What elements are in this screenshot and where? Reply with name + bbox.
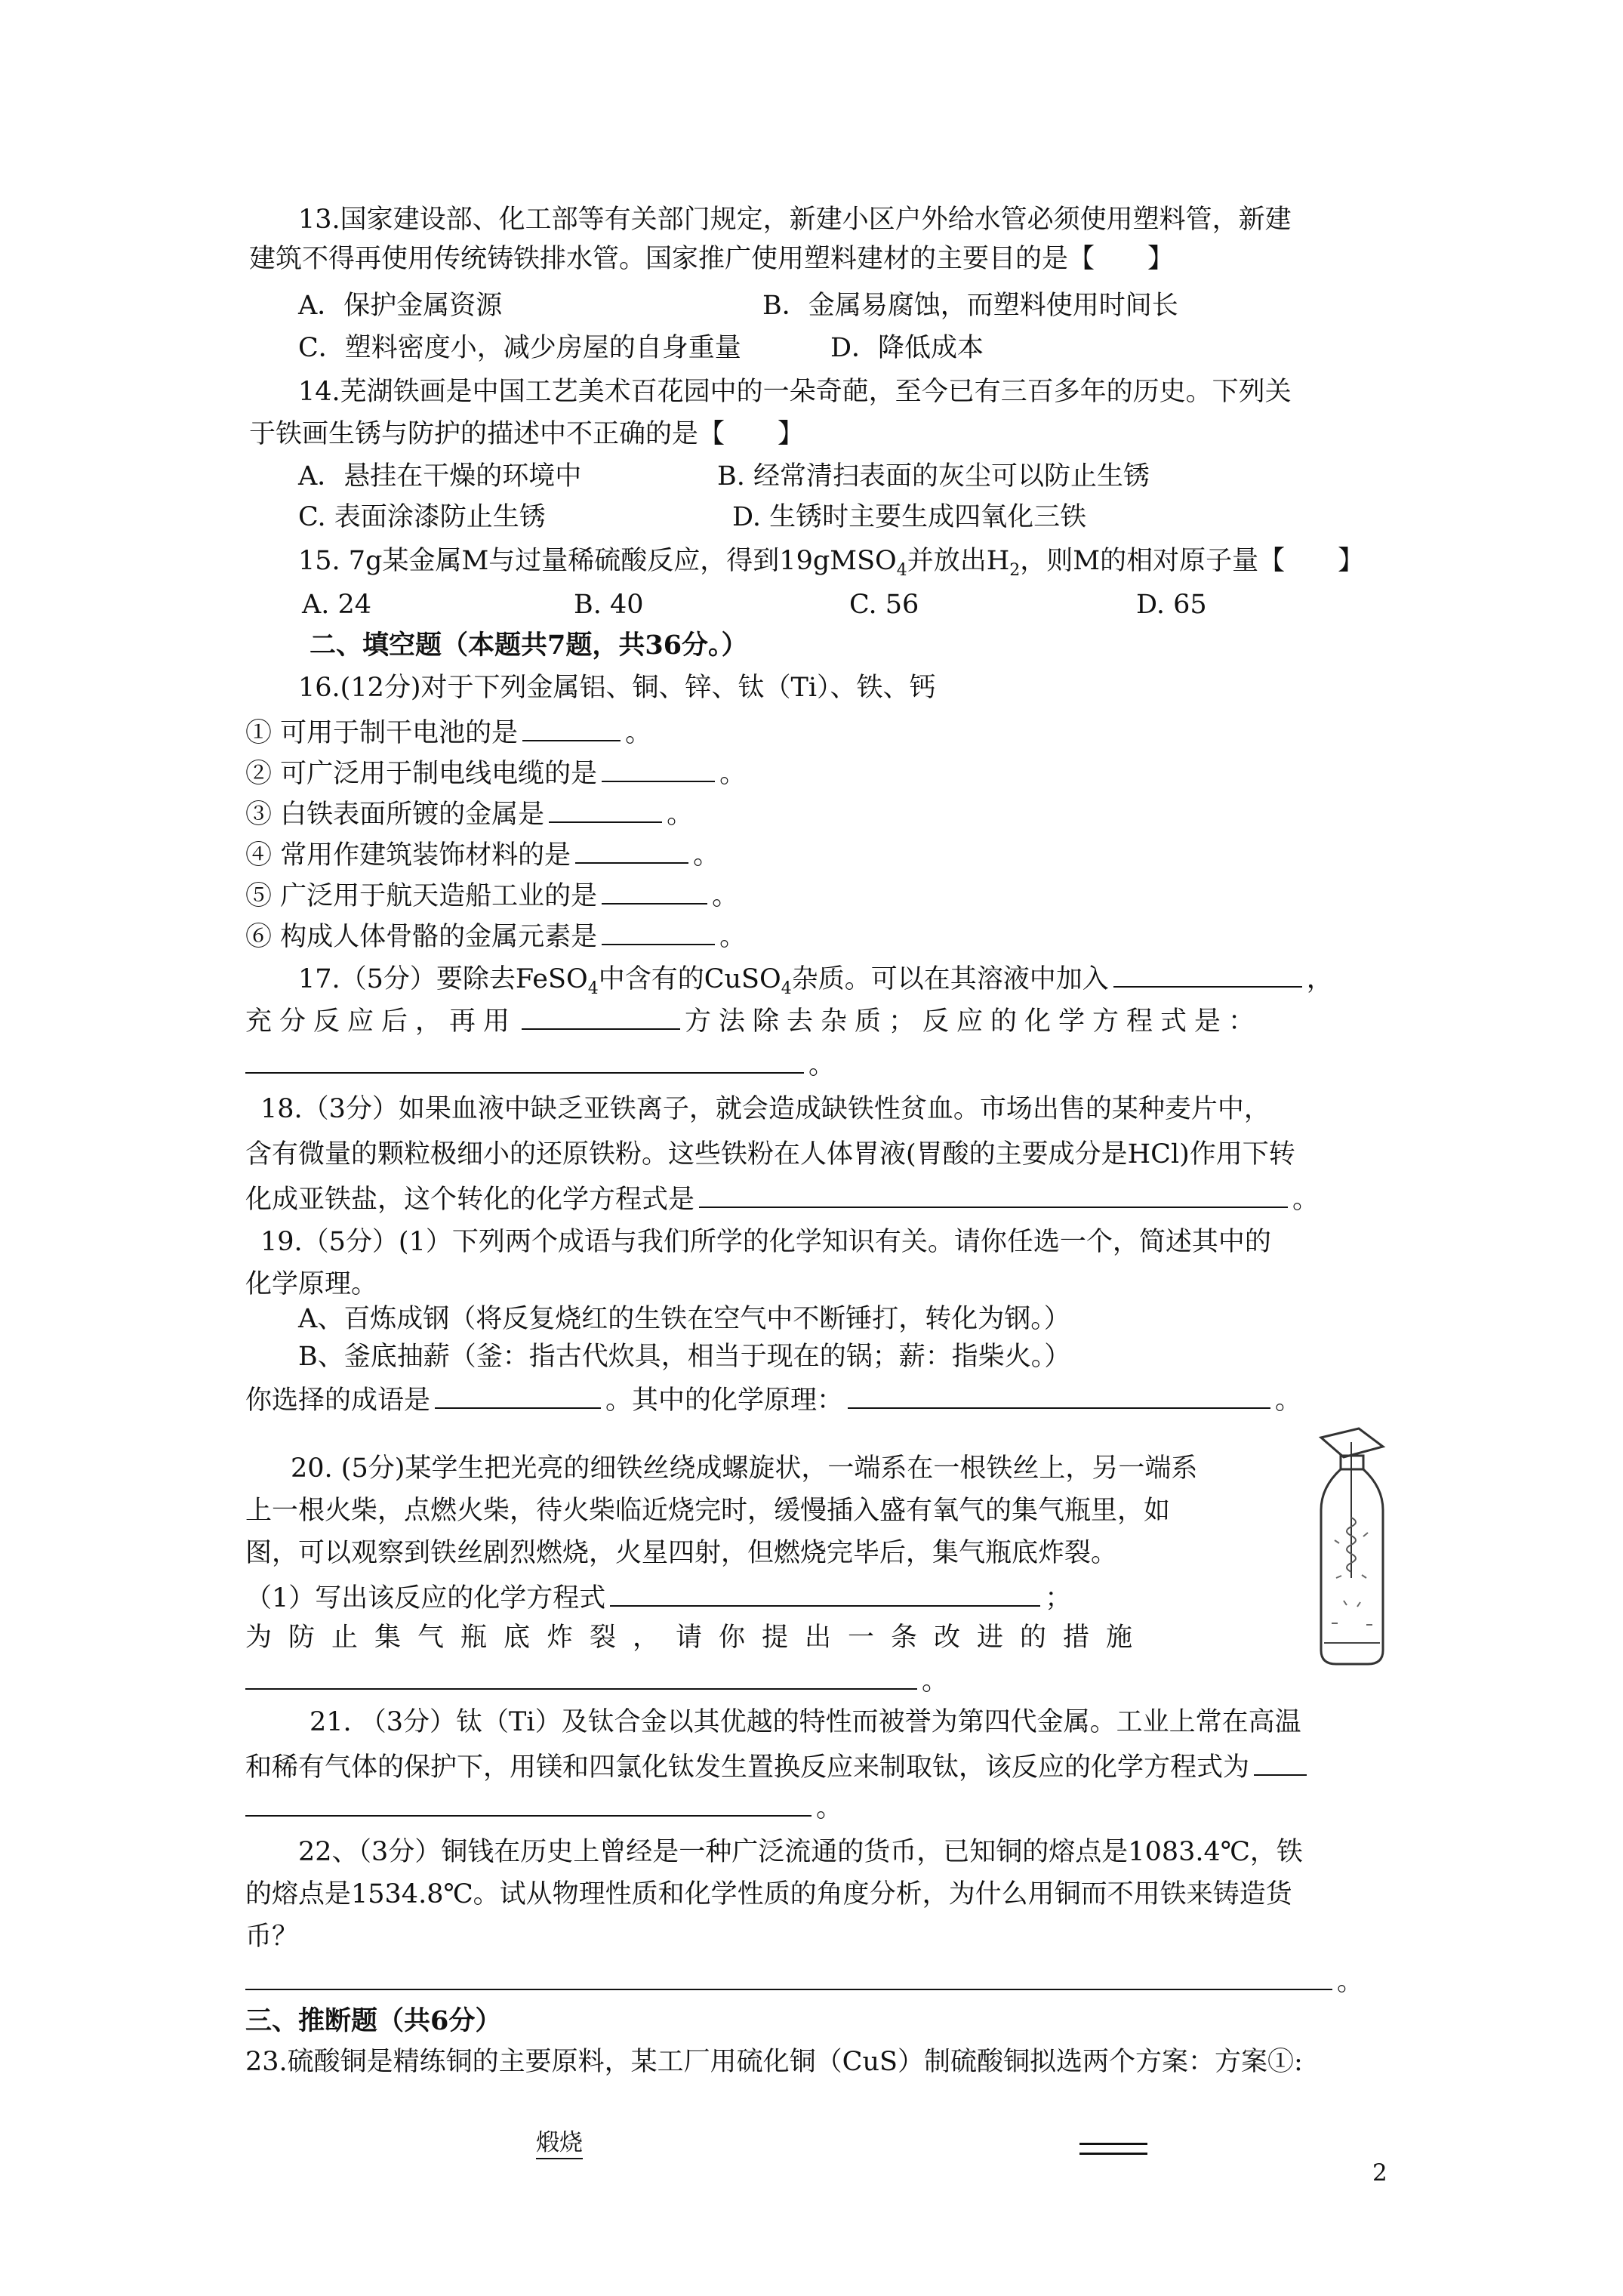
- q19-line1: 19.（5分）(1）下列两个成语与我们所学的化学知识有关。请你任选一个，简述其中的: [260, 1227, 1271, 1257]
- q15-sub2: 2: [1009, 561, 1021, 580]
- q18-line3: [245, 1179, 1319, 1217]
- q18-line2: 含有微量的颗粒极细小的还原铁粉。这些铁粉在人体胃液(胃酸的主要成分是HCl)作用下转: [245, 1139, 1295, 1170]
- q23-line1: 23.硫酸铜是精练铜的主要原料，某工厂用硫化铜（CuS）制硫酸铜拟选两个方案：方案①:: [245, 2047, 1303, 2077]
- q15-sub4: 4: [896, 561, 907, 580]
- q16-blank-2[interactable]: [602, 754, 715, 782]
- q19-end: 。: [1275, 1385, 1302, 1416]
- q20-blank-measure[interactable]: [245, 1661, 917, 1690]
- section-3-heading: 三、推断题（共6分）: [245, 2005, 502, 2036]
- q16-item-2-text: ② 可广泛用于制电线电缆的是: [245, 759, 598, 789]
- q19-l5a: 你选择的成语是: [245, 1385, 431, 1416]
- q22-blank-answer[interactable]: [245, 1962, 1332, 1990]
- q22-line3: 币？: [245, 1922, 299, 1952]
- q16-item-4-end: 。: [693, 840, 720, 871]
- q21-line2: [245, 1747, 1311, 1785]
- q17-blank-reagent[interactable]: [1113, 959, 1302, 988]
- q15-option-b: B. 40: [574, 590, 644, 620]
- q23-calcine-label: 煅烧: [536, 2128, 583, 2159]
- q14-line1: 14.芜湖铁画是中国工艺美术百花园中的一朵奇葩，至今已有三百多年的历史。下列关: [298, 377, 1292, 407]
- q20-line5: 为防止集气瓶底炸裂，请你提出一条改进的措施: [245, 1623, 1150, 1653]
- q18-line1: 18.（3分）如果血液中缺乏亚铁离子，就会造成缺铁性贫血。市场出售的某种麦片中，: [260, 1094, 1270, 1124]
- section-2-heading: 二、填空题（本题共7题，共36分。）: [310, 630, 748, 661]
- q15-stem: [298, 544, 1364, 588]
- q19-line5: [245, 1380, 1301, 1418]
- q15-option-a: A. 24: [302, 590, 372, 620]
- q16-blank-4[interactable]: [575, 835, 688, 864]
- q15-option-c: C. 56: [849, 590, 919, 620]
- q20-line3: 图，可以观察到铁丝剧烈燃烧，火星四射，但燃烧完毕后，集气瓶底炸裂。: [245, 1538, 1118, 1568]
- q19-blank-idiom[interactable]: [435, 1380, 601, 1409]
- q16-item-1: [245, 713, 651, 750]
- q16-blank-6[interactable]: [602, 917, 715, 945]
- q21-end: 。: [816, 1793, 843, 1823]
- q16-item-4: [245, 835, 719, 873]
- q18-end: 。: [1292, 1185, 1320, 1215]
- q16-item-6-text: ⑥ 构成人体骨骼的金属元素是: [245, 922, 598, 952]
- q21-line3: [245, 1788, 842, 1826]
- q16-item-6: [245, 917, 746, 954]
- q17-a: 17.（5分）要除去FeSO: [298, 964, 588, 994]
- q21-blank-start[interactable]: [1254, 1747, 1307, 1776]
- q13-option-c: C．塑料密度小，减少房屋的自身重量: [298, 333, 741, 363]
- page-number: 2: [1372, 2159, 1387, 2187]
- q16-item-5-text: ⑤ 广泛用于航天造船工业的是: [245, 881, 598, 911]
- q20-semicolon: ；: [1045, 1583, 1072, 1613]
- q15-prefix: 15. 7g某金属M与过量稀硫酸反应，得到19gMSO: [298, 546, 897, 576]
- q16-item-3: [245, 794, 693, 832]
- q18-line3-text: 化成亚铁盐，这个转化的化学方程式是: [245, 1185, 695, 1215]
- q16-stem: 16.(12分)对于下列金属铝、铜、锌、钛（Ti）、铁、钙: [298, 673, 936, 703]
- q17-c: 杂质。可以在其溶液中加入: [791, 964, 1109, 994]
- q17-blank-equation[interactable]: [245, 1045, 804, 1074]
- q21-blank-equation[interactable]: [245, 1788, 812, 1817]
- q20-line2: 上一根火柴，点燃火柴，待火柴临近烧完时，缓慢插入盛有氧气的集气瓶里，如: [245, 1496, 1171, 1526]
- gas-collecting-bottle-icon: [1313, 1427, 1389, 1669]
- q17-line1: [298, 959, 1333, 1006]
- q17-end: 。: [808, 1050, 836, 1080]
- q19-l5b: 。其中的化学原理：: [605, 1385, 844, 1416]
- q16-blank-1[interactable]: [522, 713, 621, 741]
- q13-option-d: D．降低成本: [830, 333, 984, 363]
- q14-option-a: A．悬挂在干燥的环境中: [298, 461, 582, 492]
- q17-b: 中含有的CuSO: [598, 964, 781, 994]
- q19-option-a: A、百炼成钢（将反复烧红的生铁在空气中不断锤打，转化为钢。）: [298, 1304, 1070, 1334]
- q17-sub-b: 4: [781, 979, 792, 998]
- q22-line4: [245, 1962, 1363, 1999]
- q16-item-5-end: 。: [712, 881, 739, 911]
- q17-l2a: 充分反应后，再用: [245, 1006, 518, 1037]
- q15-mid: 并放出H: [907, 546, 1010, 576]
- q16-item-2: [245, 754, 746, 791]
- q18-blank-equation[interactable]: [699, 1179, 1288, 1208]
- q17-line3: [245, 1045, 835, 1083]
- q22-line1: 22、（3分）铜钱在历史上曾经是一种广泛流通的货币，已知铜的熔点是1083.4℃，铁: [298, 1837, 1303, 1867]
- q16-item-6-end: 。: [719, 922, 747, 952]
- q16-item-4-text: ④ 常用作建筑装饰材料的是: [245, 840, 571, 871]
- q13-option-b: B．金属易腐蚀，而塑料使用时间长: [762, 291, 1178, 321]
- q19-blank-principle[interactable]: [848, 1380, 1270, 1409]
- q14-option-b: B. 经常清扫表面的灰尘可以防止生锈: [717, 461, 1150, 492]
- q19-option-b: B、釜底抽薪（釜：指古代炊具，相当于现在的锅；薪：指柴火。）: [298, 1342, 1071, 1372]
- q14-option-d: D. 生锈时主要生成四氧化三铁: [732, 502, 1087, 532]
- q16-blank-3[interactable]: [549, 794, 662, 823]
- q20-line6: [245, 1661, 948, 1699]
- q22-line2: 的熔点是1534.8℃。试从物理性质和化学性质的角度分析，为什么用铜而不用铁来铸造货: [245, 1879, 1292, 1909]
- q19-line2: 化学原理。: [245, 1269, 378, 1299]
- q16-blank-5[interactable]: [602, 876, 707, 905]
- q17-comma: ，: [1306, 964, 1333, 994]
- q17-line2: [245, 1001, 1262, 1039]
- q16-item-1-end: 。: [625, 718, 652, 748]
- q23-equals-sign: [1079, 2143, 1147, 2155]
- q15-option-d: D. 65: [1136, 590, 1207, 620]
- q13-line1: 13.国家建设部、化工部等有关部门规定，新建小区户外给水管必须使用塑料管，新建: [298, 205, 1292, 235]
- q17-sub-a: 4: [587, 979, 599, 998]
- q16-item-5: [245, 876, 738, 914]
- q20-line4-text: （1）写出该反应的化学方程式: [245, 1583, 606, 1613]
- q14-line2: 于铁画生锈与防护的描述中不正确的是【 】: [249, 419, 805, 449]
- q20-line4: [245, 1578, 1071, 1616]
- q17-blank-method[interactable]: [522, 1001, 680, 1030]
- q20-blank-equation[interactable]: [610, 1578, 1040, 1607]
- q14-option-c: C. 表面涂漆防止生锈: [298, 502, 546, 532]
- q13-line2: 建筑不得再使用传统铸铁排水管。国家推广使用塑料建材的主要目的是【 】: [249, 244, 1175, 274]
- q15-suffix: ，则M的相对原子量【 】: [1020, 546, 1365, 576]
- q21-line1: 21. （3分）钛（Ti）及钛合金以其优越的特性而被誉为第四代金属。工业上常在高温: [310, 1707, 1301, 1737]
- q16-item-1-text: ① 可用于制干电池的是: [245, 718, 519, 748]
- q16-item-2-end: 。: [719, 759, 747, 789]
- q20-line1: 20. (5分)某学生把光亮的细铁丝绕成螺旋状，一端系在一根铁丝上，另一端系: [291, 1453, 1198, 1484]
- q16-item-3-text: ③ 白铁表面所镀的金属是: [245, 800, 545, 830]
- q22-end: 。: [1337, 1967, 1364, 1997]
- q21-line2-text: 和稀有气体的保护下，用镁和四氯化钛发生置换反应来制取钛，该反应的化学方程式为: [245, 1752, 1250, 1783]
- q13-option-a: A．保护金属资源: [298, 291, 503, 321]
- q17-l2b: 方法除去杂质；反应的化学方程式是：: [685, 1006, 1263, 1037]
- q20-end: 。: [922, 1666, 949, 1697]
- q16-item-3-end: 。: [667, 800, 694, 830]
